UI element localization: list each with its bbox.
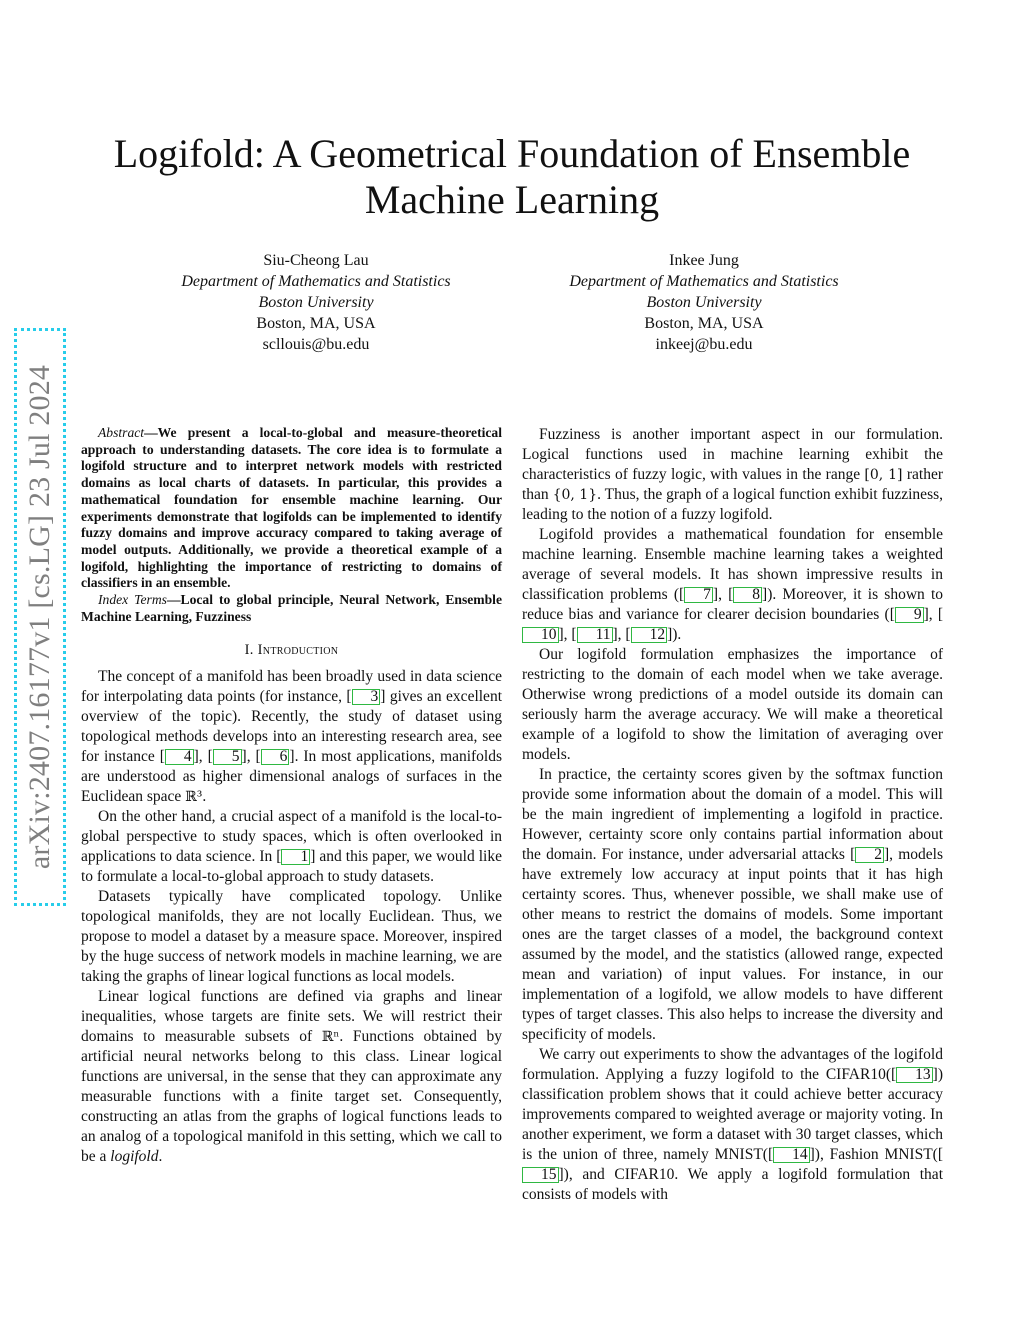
author-department: Department of Mathematics and Statistics	[181, 273, 451, 290]
left-column	[81, 425, 502, 1167]
section-heading-introduction	[81, 640, 502, 660]
paragraph-experiments: We carry out experiments to show the advantages of the logifold formulation. Applying a fuzzy logifold to the CIFAR10([ 13 ]) classification problem shows that it could achieve better accuracy improvements compared to weighted average or majority voting. In another experiment, we form a dataset with 30 target classes, which is the union of three, namely MNIST([ 14 ]), Fashion MNIST([15 ]), and CIFAR10. We apply a logifold formulation that consists of models with	[522, 1046, 943, 1203]
index-terms-text: —Local to global principle, Neural Network, Ensemble Machine Learning, Fuzziness	[81, 592, 502, 624]
author-email[interactable]: inkeej@bu.edu	[655, 336, 753, 353]
author-name: Inkee Jung	[669, 252, 739, 269]
abstract-text: —We present a local-to-global and measure-theoretical approach to understanding datasets. The core idea is to formulate a logifold structure and to interpret network models with restricted domains as local charts of datasets. In particular, this provides a mathematical foundation for ensemble machine learning. Our experiments demonstrate that logifolds can be implemented to identify fuzzy domains and improve accuracy compared to taking average of model outputs. Additionally, we provide a theoretical example of a logifold, highlighting the importance of restricting to domains of classifiers in an ensemble.	[81, 425, 502, 591]
citation-link[interactable]: 14	[773, 1147, 810, 1163]
citation-link[interactable]: 15	[522, 1167, 559, 1183]
author-city: Boston, MA, USA	[644, 315, 764, 332]
author-email[interactable]: scllouis@bu.edu	[262, 336, 370, 353]
right-column	[522, 425, 943, 1205]
author-block-2	[534, 250, 874, 355]
citation-link[interactable]: 5	[213, 749, 242, 765]
math-range: [0, 1]	[864, 467, 903, 483]
citation-link[interactable]: 3	[352, 689, 381, 705]
paragraph-domain-restriction: Our logifold formulation emphasizes the importance of restricting to the domain of each model when we take average. Otherwise wrong predictions of a model outside its domain can seriously harm the average accuracy. We will make a theoretical example of a logifold to show the limitation of averaging over models.	[522, 646, 943, 763]
intro-paragraph-2: On the other hand, a crucial aspect of a manifold is the local-to-global perspective to study spaces, which is often overlooked in applications to data science. In [ 1 ] and this paper, we would like to formulate a local-to-global approach to study datasets.	[81, 808, 502, 886]
citation-link[interactable]: 8	[733, 587, 762, 603]
paragraph-certainty: In practice, the certainty scores given by the softmax function provide some information about the domain of a model. This will be the main ingredient of implementing a logifold in practice. However, certainty score only contains partial information about the domain. For instance, under adversarial attacks [ 2 ], models have extremely low accuracy at input points that it has high certainty scores. Thus, whenever possible, we shall make use of other means to restrict the domains of models. Some important ones are the target classes of a model, the background context assumed by the model, and the statistics (allowed range, expected mean and variation) of input values. For instance, in our implementation of a logifold, we allow models to have different types of target classes. This also helps to increase the diversity and specificity of models.	[522, 766, 944, 1043]
title-line-1: Logifold: A Geometrical Foundation of Ensemble	[113, 131, 911, 176]
math-rn: ℝⁿ	[321, 1029, 340, 1046]
citation-link[interactable]: 11	[577, 627, 613, 643]
author-city: Boston, MA, USA	[256, 315, 376, 332]
index-terms-label: Index Terms	[98, 592, 167, 608]
section-name: Introduction	[257, 642, 339, 659]
citation-link[interactable]: 2	[855, 847, 884, 863]
citation-link[interactable]: 6	[261, 749, 290, 765]
author-university: Boston University	[646, 294, 762, 311]
section-number: I.	[244, 642, 254, 659]
intro-paragraph-3: Datasets typically have complicated topology. Unlike topological manifolds, they are not locally Euclidean. Thus, we propose to model a dataset by a measure space. Moreover, inspired by the huge success of network models in machine learning, we are taking the graphs of linear logical functions as local models.	[81, 888, 502, 986]
term-logifold: logifold	[110, 1148, 159, 1166]
title-line-2: Machine Learning	[364, 177, 660, 222]
author-block-1	[146, 250, 486, 355]
math-r3: ℝ³	[185, 789, 203, 806]
paragraph-fuzziness: Fuzziness is another important aspect in our formulation. Logical functions used in machine learning exhibit the characteristics of fuzzy logic, with values in the range [0, 1] rather than {0, 1}. Thus, the graph of a logical function exhibit fuzziness, leading to the notion of a fuzzy logifold.	[522, 426, 944, 523]
math-set: {0, 1}	[552, 487, 598, 503]
paper-title	[70, 131, 954, 223]
citation-link[interactable]: 12	[631, 627, 668, 643]
abstract	[81, 425, 502, 592]
intro-paragraph-4: Linear logical functions are defined via graphs and linear inequalities, whose targets are finite sets. We will restrict their domains to measurable subsets of ℝⁿ. Functions obtained by artificial neural networks belong to this class. Linear logical functions are universal, in the sense that they can approximate any measurable functions with a finite target set. Consequently, constructing an atlas from the graphs of logical functions leads to an analog of a topological manifold in this setting, which we call to be a logifold.	[81, 988, 502, 1166]
citation-link[interactable]: 1	[281, 849, 310, 865]
paragraph-ensemble: Logifold provides a mathematical foundation for ensemble machine learning. Ensemble machine learning takes a weighted average of several models. It has shown impressive results in classification problems ([ 7 ], [ 8 ]). Moreover, it is shown to reduce bias and variance for clearer decision boundaries ([ 9 ], [10 ], [ 11 ], [ 12 ]).	[522, 526, 943, 643]
intro-paragraph-1: The concept of a manifold has been broadly used in data science for interpolating data points (for instance, [ 3 ] gives an excellent overview of the topic). Recently, the study of dataset using topological methods develops into an interesting research area, see for instance [ 4 ], [ 5 ], [ 6 ]. In most applications, manifolds are understood as higher dimensional analogs of surfaces in the Euclidean space ℝ³.	[81, 668, 503, 806]
index-terms	[81, 592, 502, 625]
citation-link[interactable]: 13	[896, 1067, 933, 1083]
author-university: Boston University	[258, 294, 374, 311]
citation-link[interactable]: 10	[522, 627, 559, 643]
author-name: Siu-Cheong Lau	[263, 252, 369, 269]
abstract-label: Abstract	[98, 425, 145, 440]
arxiv-identifier-text: arXiv:2407.16177v1 [cs.LG] 23 Jul 2024	[23, 364, 56, 870]
arxiv-identifier	[14, 328, 66, 906]
citation-link[interactable]: 9	[895, 607, 924, 623]
citation-link[interactable]: 4	[165, 749, 194, 765]
citation-link[interactable]: 7	[684, 587, 713, 603]
author-department: Department of Mathematics and Statistics	[569, 273, 839, 290]
